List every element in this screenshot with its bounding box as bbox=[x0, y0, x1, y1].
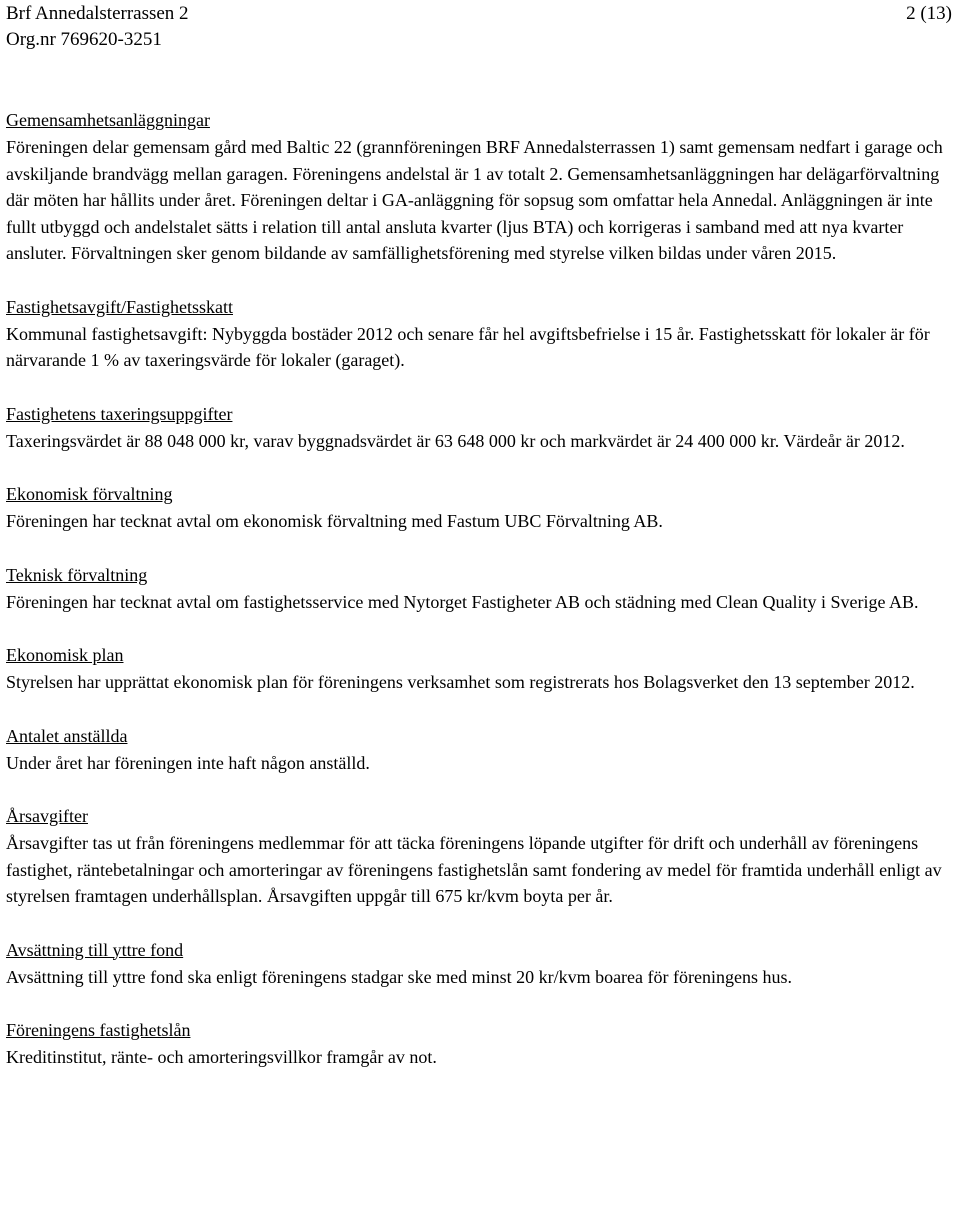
section-heading: Antalet anställda bbox=[6, 725, 128, 746]
section-antalet-anstallda bbox=[6, 723, 956, 777]
section-arsavgifter bbox=[6, 803, 956, 910]
section-text: Föreningen har tecknat avtal om fastighetsservice med Nytorget Fastigheter AB och städning med Clean Quality i Sverige AB. bbox=[6, 591, 919, 612]
section-text: Under året har föreningen inte haft någon anställd. bbox=[6, 752, 370, 773]
section-gemensamhetsanlaggningar bbox=[6, 107, 956, 267]
section-text: Årsavgifter tas ut från föreningens medlemmar för att täcka föreningens löpande utgifter för drift och underhåll av föreningens fastighet, räntebetalningar och amorteringar av föreningens fastighetslån samt fondering av medel för framtida underhåll enligt av styrelsen framtagen underhållsplan. Årsavgiften uppgår till 675 kr/kvm boyta per år. bbox=[6, 833, 942, 906]
page-header bbox=[6, 1, 952, 53]
section-ekonomisk-forvaltning bbox=[6, 481, 956, 535]
section-yttre-fond bbox=[6, 937, 956, 991]
section-text: Föreningen delar gemensam gård med Baltic 22 (grannföreningen BRF Annedalsterrassen 1) samt gemensam nedfart i garage och avskiljande brandvägg mellan garagen. Föreningens andelstal är 1 av totalt 2. Gemensamhetsanläggningen har delägarförvaltning där möten har hållits under året. Föreningen deltar i GA-anläggning för sopsug som omfattar hela Annedal. Anläggningen är inte fullt utbyggd och andelstalet sätts i relation till antal ansluta kvarter (ljus BTA) och korrigeras i samband med att nya kvarter ansluter. Förvaltningen sker genom bildande av samfällighetsförening med styrelse vilken bildas under våren 2015. bbox=[6, 137, 943, 263]
section-heading: Ekonomisk plan bbox=[6, 645, 124, 665]
section-text: Styrelsen har upprättat ekonomisk plan för föreningens verksamhet som registrerats hos Bolagsverket den 13 september 2012. bbox=[6, 672, 915, 692]
section-text: Kommunal fastighetsavgift: Nybyggda bostäder 2012 och senare får hel avgiftsbefrielse i 15 år. Fastighetsskatt för lokaler är för närvarande 1 % av taxeringsvärde för lokaler (garaget). bbox=[6, 323, 930, 370]
section-heading: Fastighetsavgift/Fastighetsskatt bbox=[6, 296, 233, 317]
section-heading: Gemensamhetsanläggningar bbox=[6, 110, 210, 130]
section-teknisk-forvaltning bbox=[6, 562, 956, 616]
section-heading: Fastighetens taxeringsuppgifter bbox=[6, 403, 233, 424]
section-text: Föreningen har tecknat avtal om ekonomisk förvaltning med Fastum UBC Förvaltning AB. bbox=[6, 511, 663, 531]
org-number: Org.nr 769620-3251 bbox=[6, 29, 162, 50]
section-heading: Årsavgifter bbox=[6, 806, 88, 826]
section-text: Avsättning till yttre fond ska enligt föreningens stadgar ske med minst 20 kr/kvm boarea för föreningens hus. bbox=[6, 966, 792, 987]
section-fastighetslan bbox=[6, 1017, 956, 1071]
document-body bbox=[6, 107, 956, 1098]
section-heading: Ekonomisk förvaltning bbox=[6, 484, 173, 504]
org-name: Brf Annedalsterrassen 2 bbox=[6, 3, 189, 24]
section-text: Kreditinstitut, ränte- och amorteringsvillkor framgår av not. bbox=[6, 1047, 437, 1067]
section-heading: Avsättning till yttre fond bbox=[6, 939, 184, 960]
header-top-row bbox=[6, 1, 952, 27]
section-heading: Föreningens fastighetslån bbox=[6, 1020, 191, 1040]
section-taxeringsuppgifter bbox=[6, 401, 956, 455]
section-text: Taxeringsvärdet är 88 048 000 kr, varav byggnadsvärdet är 63 648 000 kr och markvärdet är 24 400 000 kr. Värdeår är 2012. bbox=[6, 430, 905, 451]
section-fastighetsavgift bbox=[6, 294, 956, 374]
header-bottom-row bbox=[6, 27, 952, 53]
section-heading: Teknisk förvaltning bbox=[6, 564, 148, 585]
section-ekonomisk-plan bbox=[6, 642, 956, 696]
page-number: 2 (13) bbox=[906, 3, 952, 24]
